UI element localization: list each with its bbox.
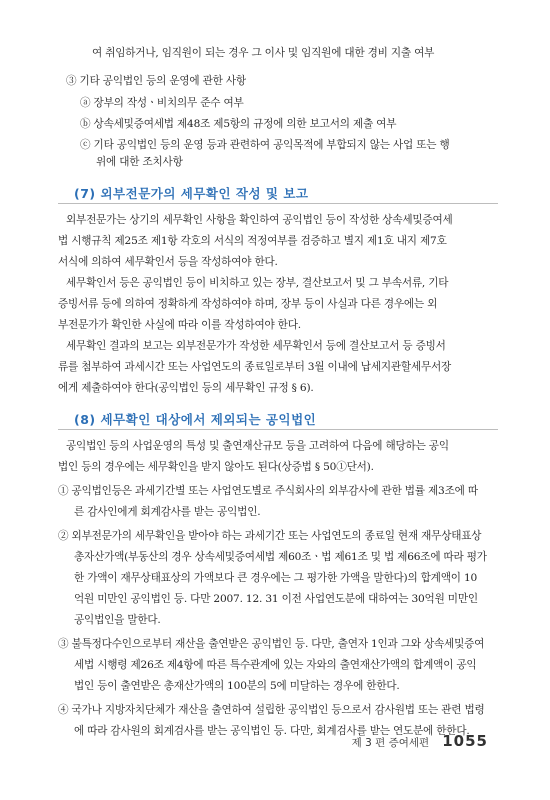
paragraph-line: 세무확인서 등은 공익법인 등이 비치하고 있는 장부, 결산보고서 및 그 부속서류, 기타 bbox=[66, 277, 449, 289]
divider bbox=[58, 203, 498, 204]
paragraph-line: 세무확인 결과의 보고는 외부전문가가 작성한 세무확인서 등에 결산보고서 등 증빙서 bbox=[66, 340, 446, 352]
section-heading: (7) 외부전문가의 세무확인 작성 및 보고 bbox=[74, 186, 309, 201]
text-line: 억원 미만인 공익법인 등. 다만 2007. 12. 31 이전 사업연도분에 대하여는 30억원 미만인 bbox=[74, 593, 478, 605]
divider bbox=[58, 429, 498, 430]
list-item: ⓐ 장부의 작성ㆍ비치의무 준수 여부 bbox=[80, 97, 244, 109]
paragraph-line: 법 시행규칙 제25조 제1항 각호의 서식의 적정여부를 검증하고 별지 제1호 내지 제7호 bbox=[58, 235, 447, 247]
page-footer bbox=[352, 731, 488, 750]
paragraph-line: 증빙서류 등에 의하여 정확하게 작성하여야 하며, 장부 등이 사실과 다른 경우에는 외 bbox=[58, 298, 438, 310]
section-label: 제 3 편 증여세편 bbox=[351, 737, 430, 749]
paragraph-line: 류를 첨부하여 과세시간 또는 사업연도의 종료일로부터 3월 이내에 납세지관할세무서장 bbox=[58, 361, 452, 373]
text-line: 총자산가액(부동산의 경우 상속세및증여세법 제60조ㆍ법 제61조 및 법 제66조에 따라 평가 bbox=[74, 551, 487, 563]
text-line: 한 가액이 재무상태표상의 가액보다 큰 경우에는 그 평가한 가액을 말한다)의 합계액이 10 bbox=[74, 572, 478, 584]
paragraph-line: 공익법인 등의 사업운영의 특성 및 출연재산규모 등을 고려하여 다음에 해당하는 공익 bbox=[66, 440, 449, 452]
list-item: ⓑ 상속세및증여세법 제48조 제5항의 규정에 의한 보고서의 제출 여부 bbox=[80, 118, 397, 130]
text-line: 법인 등이 출연받은 총재산가액의 100분의 5에 미달하는 경우에 한한다. bbox=[74, 680, 400, 692]
list-item: ③ 기타 공익법인 등의 운영에 관한 사항 bbox=[66, 75, 246, 87]
paragraph-line: 부전문가가 확인한 사실에 따라 이를 작성하여야 한다. bbox=[58, 319, 301, 331]
list-item: ③ 불특정다수인으로부터 재산을 출연받은 공익법인 등. 다만, 출연자 1인과 그와 상속세및증여 bbox=[58, 638, 485, 650]
section-heading: (8) 세무확인 대상에서 제외되는 공익법인 bbox=[74, 412, 317, 427]
text-line: 세법 시행령 제26조 제4항에 따른 특수관계에 있는 자와의 출연재산가액의 합계액이 공익 bbox=[74, 659, 477, 671]
text-line: 른 감사인에게 회계감사를 받는 공익법인. bbox=[74, 506, 261, 518]
text-line: 위에 대한 조치사항 bbox=[96, 156, 183, 168]
page-number: 1055 bbox=[442, 732, 488, 750]
text-line: 여 취임하거나, 임직원이 되는 경우 그 이사 및 임직원에 대한 경비 지출 여부 bbox=[92, 47, 435, 59]
paragraph-line: 외부전문가는 상기의 세무확인 사항을 확인하여 공익법인 등이 작성한 상속세및증여세 bbox=[66, 214, 453, 226]
list-item: ⓒ 기타 공익법인 등의 운영 등과 관련하여 공익목적에 부합되지 않는 사업 또는 행 bbox=[80, 139, 450, 151]
text-line: 에 따라 감사원의 회계검사를 받는 공익법인 등. 다만, 회계검사를 받는 연도분에 한한다. bbox=[74, 725, 470, 737]
paragraph-line: 에게 제출하여야 한다(공익법인 등의 세무확인 규정 § 6). bbox=[58, 382, 314, 394]
list-item: ① 공익법인등은 과세기간별 또는 사업연도별로 주식회사의 외부감사에 관한 법률 제3조에 따 bbox=[58, 485, 478, 497]
list-item: ④ 국가나 지방자치단체가 재산을 출연하여 설립한 공익법인 등으로서 감사원법 또는 관련 법령 bbox=[58, 704, 485, 716]
paragraph-line: 서식에 의하여 세무확인서 등을 작성하여야 한다. bbox=[58, 256, 278, 268]
text-line: 공익법인을 말한다. bbox=[74, 614, 161, 626]
paragraph-line: 법인 등의 경우에는 세무확인을 받지 않아도 된다(상증법 § 50①단서). bbox=[58, 461, 374, 473]
list-item: ② 외부전문가의 세무확인을 받아야 하는 과세기간 또는 사업연도의 종료일 현재 재무상태표상 bbox=[58, 530, 482, 542]
